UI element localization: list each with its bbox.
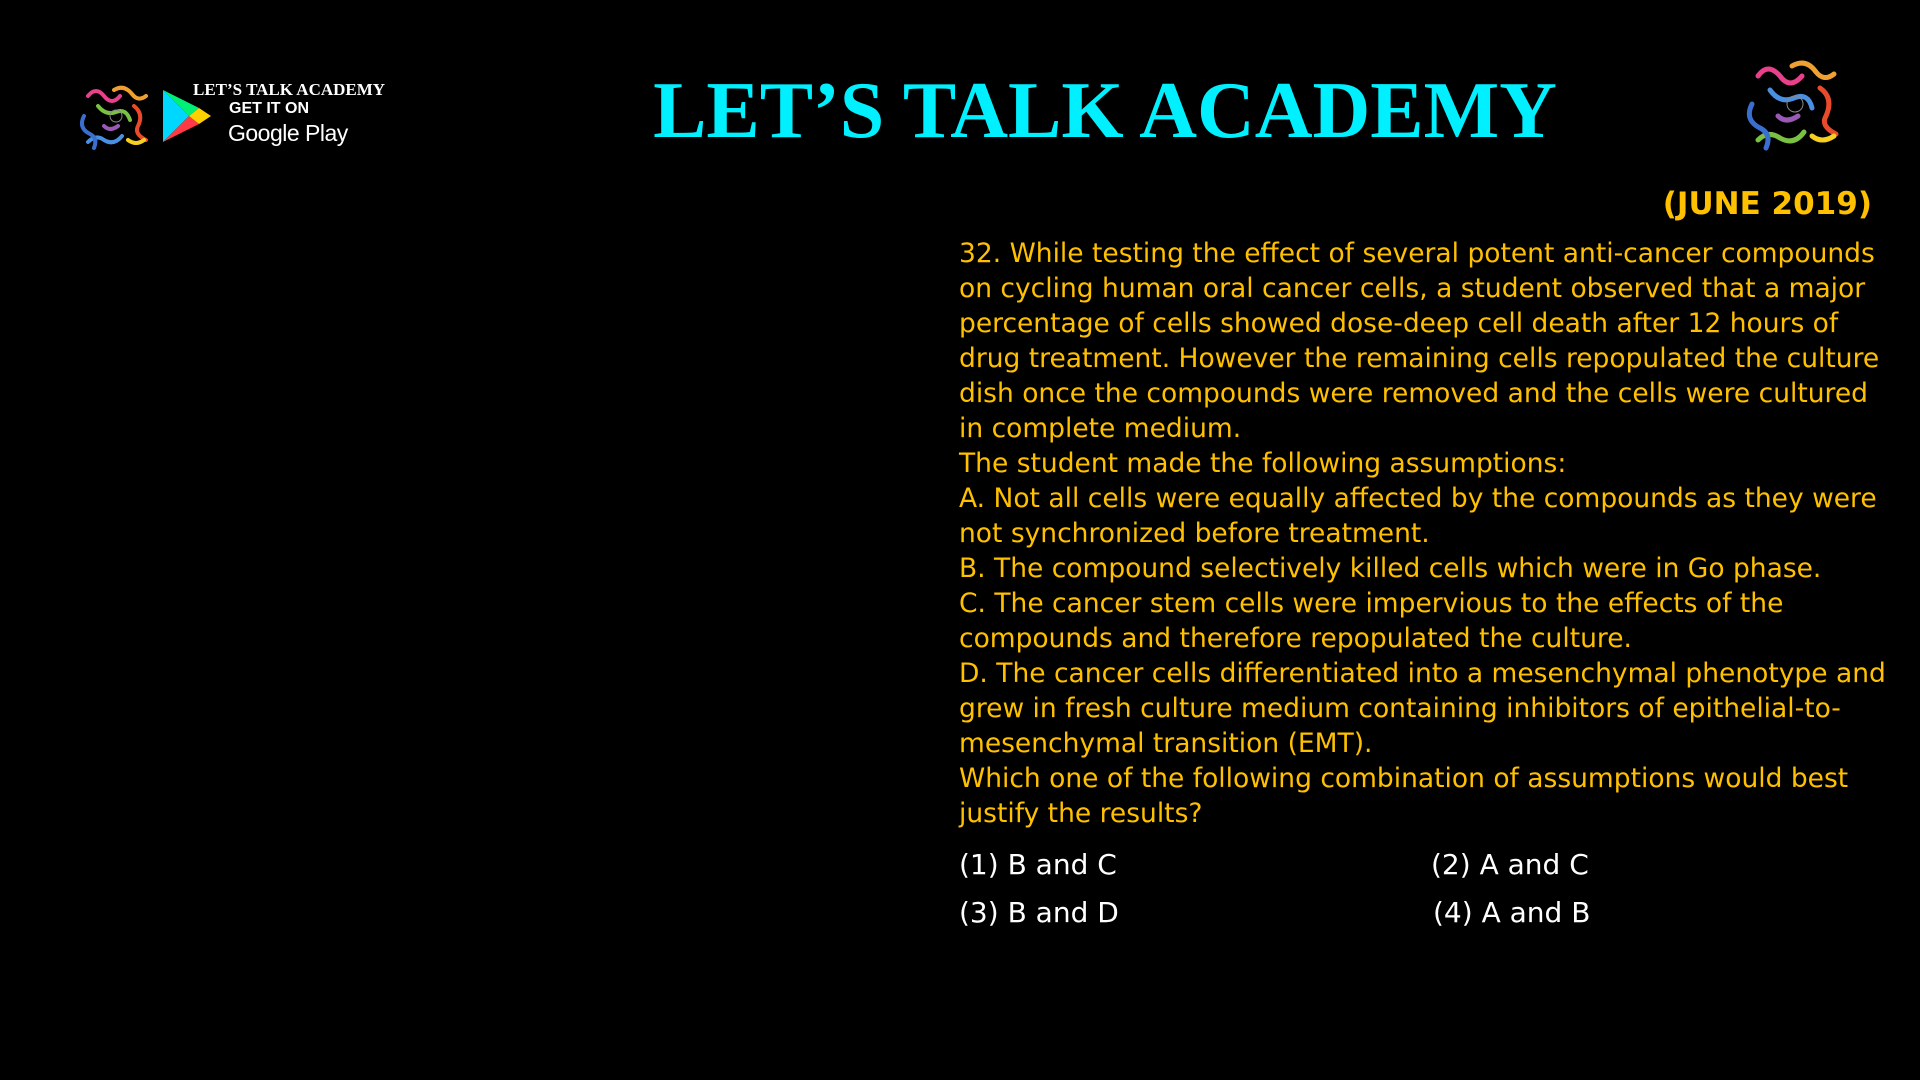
assumption-d: D. The cancer cells differentiated into a mesenchymal phenotype and grew in fresh culture medium containing inhibitors of epithelial-to-mesenchymal transition (EMT). xyxy=(959,658,1886,759)
option-1[interactable]: (1) B and C xyxy=(959,848,1117,881)
question-text xyxy=(959,236,1889,831)
option-2[interactable]: (2) A and C xyxy=(1431,848,1589,881)
option-3[interactable]: (3) B and D xyxy=(959,896,1119,929)
question-prompt: Which one of the following combination of assumptions would best justify the results? xyxy=(959,763,1849,829)
badge-store-name: Google Play xyxy=(228,120,348,146)
protein-structure-logo-icon xyxy=(74,76,158,156)
exam-session-label: (JUNE 2019) xyxy=(1662,186,1872,222)
question-stem: 32. While testing the effect of several potent anti-cancer compounds on cycling human oral cancer cells, a student observed that a major percentage of cells showed dose-deep cell death after 12 hours of drug treatment. However the remaining cells repopulated the culture dish once the compounds were removed and the cells were cultured in complete medium. xyxy=(959,238,1880,444)
google-play-icon xyxy=(161,88,213,144)
badge-get-it-on: GET IT ON xyxy=(229,100,309,117)
assumption-a: A. Not all cells were equally affected by the compounds as they were not synchronized before treatment. xyxy=(959,483,1877,549)
badge-brand-text: LET’S TALK ACADEMY xyxy=(193,80,386,99)
google-play-badge[interactable] xyxy=(159,80,419,150)
protein-structure-logo-icon xyxy=(1738,48,1852,160)
page-title: LET’S TALK ACADEMY xyxy=(653,67,1557,155)
assumptions-intro: The student made the following assumptions: xyxy=(959,448,1567,479)
option-4[interactable]: (4) A and B xyxy=(1433,896,1591,929)
assumption-c: C. The cancer stem cells were impervious to the effects of the compounds and therefore repopulated the culture. xyxy=(959,588,1784,654)
assumption-b: B. The compound selectively killed cells which were in Go phase. xyxy=(959,553,1822,584)
